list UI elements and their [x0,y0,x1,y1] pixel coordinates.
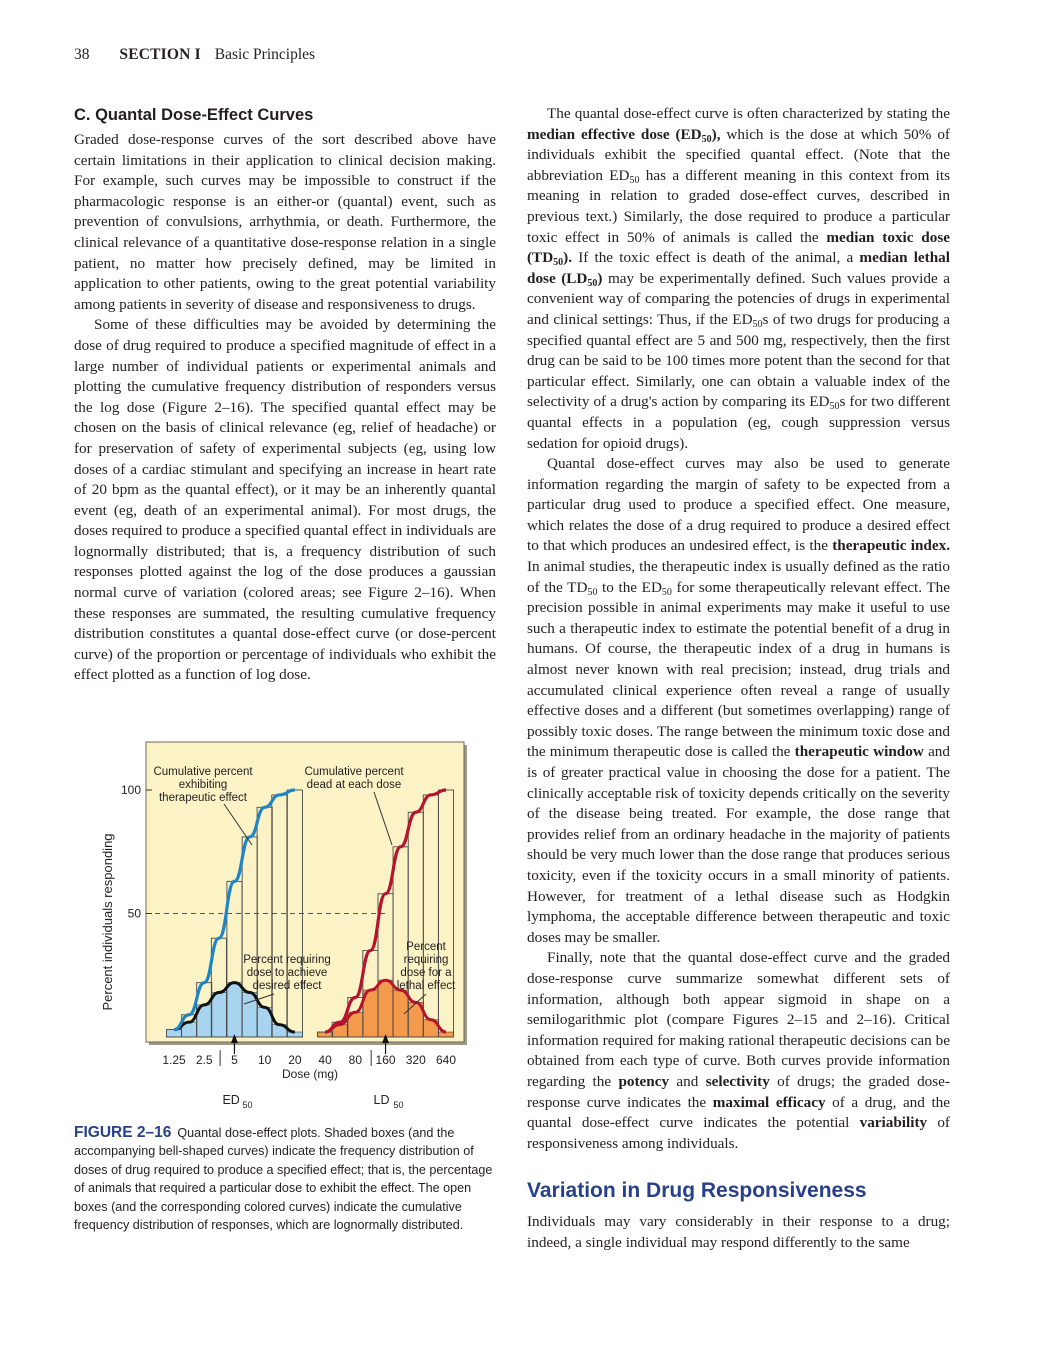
annotation-text: Percent requiring [243,954,331,966]
paragraph: Graded dose-response curves of the sort described above have certain limitations in their application to clinical decision making. For example, such curves may be impossible to construct if the pharmacologic response is an either-or (quantal) event, such as prevention of convulsions, arrhythmia, or death. Furthermore, the clinical relevance of a quantitative dose-response relation in a single patient, no matter how precisely defined, may be limited in application to other patients, owing to the great potential variability among patients in severity of disease and responsiveness to drugs. [74,131,496,313]
annotation-text: dead at each dose [306,779,402,791]
paragraph: Quantal dose-effect curves may also be used to generate information regarding the margin of safety to be expected from a particular drug used to produce a specified effect. One measure, which relates the dose of a drug required to produce a desired effect to that which produces an undesired effect, is the therapeutic index. In animal studies, the therapeutic index is usually defined as the ratio of the $TD_{50}$ to the $ED_{50}$ for some therapeutically relevant effect. The precision possible in animal experiments may make it useful to use such a therapeutic index to estimate the potential benefit of a drug in humans. Of course, the therapeutic index of a drug in humans is almost never known with real precision; instead, drug trials and accumulated clinical experience often reveal a range of usually effective doses and a different (but sometimes overlapping) range of possibly toxic doses. The range between the minimum toxic dose and the minimum therapeutic dose is called the therapeutic window and is of greater practical value in choosing the dose for a patient. The clinically acceptable risk of toxicity depends critically on the severity of the disease being treated. For example, the dose range that provides relief from an ordinary headache in the majority of patients should be very much lower than the dose range that produces serious toxicity, even if the toxicity occurs in a small minority of patients. However, for treatment of a lethal disease such as Hodgkin lymphoma, the acceptable difference between therapeutic and toxic doses may be smaller. [527,455,950,946]
annotation-text: exhibiting [178,779,228,791]
running-header [74,46,315,64]
annotation-text: requiring [403,954,449,966]
annotation-text: dose to achieve [246,967,328,979]
page-number: 38 [74,46,90,63]
section-label: SECTION I [119,46,201,63]
ed50-label: ED [222,1093,240,1107]
x-axis-label: Dose (mg) [281,1067,339,1081]
x-tick-label: 20 [288,1053,302,1067]
ld50-label: LD [373,1093,390,1107]
section-heading: Variation in Drug Responsiveness [527,1179,867,1203]
annotation-text: Percent [406,941,446,953]
paragraph: Individuals may vary considerably in their response to a drug; indeed, a single individual may respond differently to the same [527,1213,950,1251]
lethal-frequency-bar [378,980,393,1037]
x-tick-label: 80 [348,1053,363,1067]
x-tick-label: 2.5 [195,1053,213,1067]
figure-caption [74,1124,496,1234]
lethal-frequency-bar [393,990,408,1037]
annotation-text: Cumulative percent [153,766,253,778]
subsection-heading: C. Quantal Dose-Effect Curves [74,106,314,124]
paragraph: Finally, note that the quantal dose-effect curve and the graded dose-response curve summarize somewhat different sets of information, although both appear sigmoid in shape on a semilogarithmic plot (compare Figures 2–15 and 2–16). Critical information required for making rational therapeutic decisions can be obtained from each type of curve. Both curves provide information regarding the potency and selectivity of drugs; the graded dose-response curve indicates the maximal efficacy of a drug, and the quantal dose-effect curve indicates the potential variability of responsiveness among individuals. [527,949,951,1152]
right-column [527,104,950,1253]
therapeutic-frequency-bar [211,993,226,1037]
ed50-label-sub: 50 [242,1100,253,1110]
x-tick-label: 320 [405,1053,426,1067]
x-tick-label: 5 [231,1053,238,1067]
therapeutic-frequency-bar [242,993,257,1037]
x-tick-label: 40 [318,1053,332,1067]
figure-2-16 [74,732,494,1134]
y-tick-label: 50 [127,906,141,921]
section-title: Basic Principles [214,46,316,63]
therapeutic-frequency-bar [227,983,242,1037]
figure-label: FIGURE 2–16 [74,1124,172,1141]
annotation-text: therapeutic effect [158,792,248,804]
y-axis-label: Percent individuals responding [100,833,115,1011]
annotation-text: Cumulative percent [304,766,404,778]
quantal-dose-effect-chart [74,732,494,1134]
paragraph: The quantal dose-effect curve is often characterized by stating the median effective dose $(ED_{50})$, which is the dose at which 50% of individuals exhibit the specified quantal effect. (Note that the abbreviation $ED_{50}$ has a different meaning in this context from its meaning in relation to graded dose-effect curves, described in previous text.) Similarly, the dose required to produce a particular toxic effect in 50% of animals is called the median toxic dose $(TD_{50})$. If the toxic effect is death of the animal, a median lethal dose $(LD_{50})$ may be experimentally defined. Such values provide a convenient way of comparing the potencies of drugs in experimental and clinical settings: Thus, if the $ED_{50}s$ of two drugs for producing a specified quantal effect are 5 and 500 mg, respectively, then the first drug can be said to be 100 times more potent than the second for that particular effect. Similarly, one can obtain a valuable index of the selectivity of a drug's action by comparing its $ED_{50}s$ for two different quantal effects in a population (eg, cough suppression versus sedation for opioid drugs). [527,105,951,452]
x-tick-label: 10 [257,1053,272,1067]
lethal-frequency-bar [318,1032,333,1037]
caption-text: Quantal dose-effect plots. Shaded boxes (and the accompanying bell-shaped curves) indicate the frequency distribution of doses of drug required to produce a specified effect; that is, the percentage of animals that required a particular dose to exhibit the effect. The open boxes (and the corresponding colored curves) indicate the cumulative frequency distribution of responses, which are lognormally distributed. [74,1126,493,1233]
x-tick-label: 1.25 [162,1053,186,1067]
annotation-text: lethal effect [396,980,456,992]
annotation-text: desired effect [252,980,322,992]
left-column [74,104,496,686]
x-tick-label: 640 [435,1053,457,1067]
ld50-label-sub: 50 [393,1100,404,1110]
paragraph: Some of these difficulties may be avoided by determining the dose of drug required to produce a specified magnitude of effect in a large number of individual patients or experimental animals and plotting the cumulative frequency distribution of responders versus the log dose (Figure 2–16). The specified quantal effect may be chosen on the basis of clinical relevance (eg, relief of headache) or for preservation of safety of experimental subjects (eg, using low doses of a cardiac stimulant and specifying an increase in heart rate of 20 bpm as the quantal effect), or it may be an inherently quantal event (eg, death of an experimental animal). For most drugs, the doses required to produce a specified quantal effect in individuals are lognormally distributed; that is, a frequency distribution of such responses plotted against the log of the dose produces a gaussian normal curve of variation (colored areas; see Figure 2–16). When these responses are summated, the resulting cumulative frequency distribution constitutes a quantal dose-effect curve (or dose-percent curve) of the proportion or percentage of individuals who exhibit the effect plotted as a function of log dose. [74,316,496,684]
y-tick-label: 100 [120,783,141,797]
annotation-text: dose for a [400,967,452,979]
x-tick-label: 160 [375,1053,396,1067]
